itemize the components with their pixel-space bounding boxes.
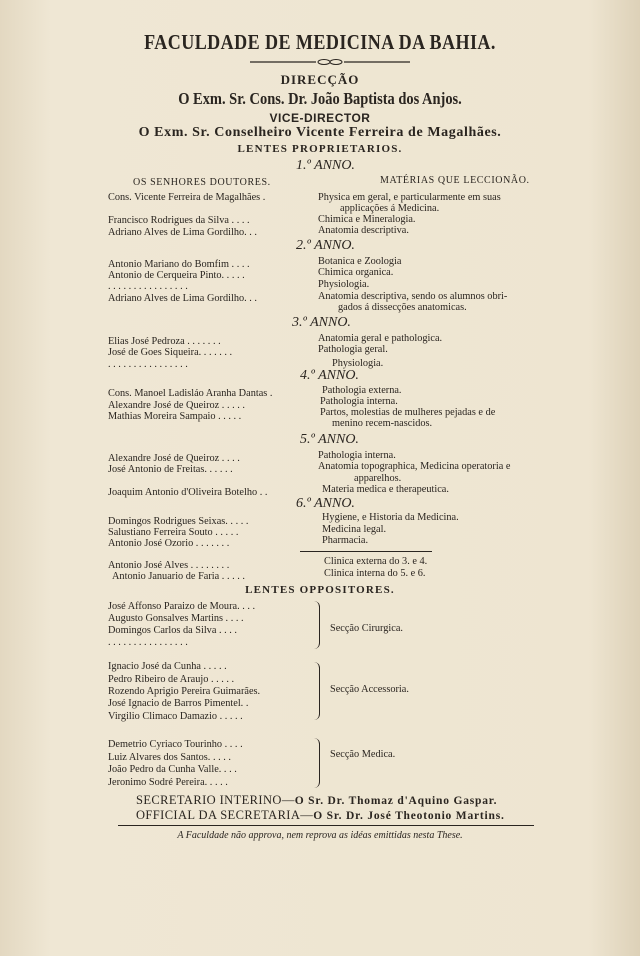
secretario-name: O Sr. Dr. Thomaz d'Aquino Gaspar.: [294, 795, 498, 807]
professor-name: Cons. Manoel Ladisláo Aranha Dantas .: [108, 388, 273, 399]
lentes-proprietarios-heading: LENTES PROPRIETARIOS.: [237, 143, 403, 155]
subject: Chimica organica.: [318, 267, 394, 278]
professor-name: Antonio Januario de Faria . . . . .: [112, 571, 245, 582]
official-line: [136, 808, 505, 823]
professor-name: Antonio José Alves . . . . . . . .: [108, 560, 230, 571]
professor-name: Mathias Moreira Sampaio . . . . .: [108, 411, 242, 422]
direccao-heading: DIRECÇÃO: [280, 72, 360, 87]
oppositor-name: Augusto Gonsalves Martins . . . .: [108, 613, 244, 624]
subject-cont: gados á dissecções anatomicas.: [338, 302, 467, 313]
official-name: O Sr. Dr. José Theotonio Martins.: [313, 810, 505, 822]
ornament-divider: [250, 58, 410, 66]
professor-name: José Antonio de Freitas. . . . . .: [108, 464, 233, 475]
professor-name: Adriano Alves de Lima Gordilho. . .: [108, 227, 257, 238]
subject: Materia medica e therapeutica.: [322, 484, 449, 495]
vacant-dots: . . . . . . . . . . . . . . . .: [108, 359, 188, 370]
subject-cont: applicações á Medicina.: [340, 203, 440, 214]
professor-name: Joaquim Antonio d'Oliveira Botelho . .: [108, 487, 268, 498]
official-label: OFFICIAL DA SECRETARIA—: [136, 808, 314, 822]
subject: Botanica e Zoologia: [318, 256, 402, 267]
subject: Anatomia descriptiva, sendo os alumnos obri-: [318, 291, 508, 302]
oppositor-name: João Pedro da Cunha Valle. . . .: [108, 764, 237, 775]
vice-director-name: O Exm. Sr. Conselheiro Vicente Ferreira de Magalhães.: [138, 125, 502, 140]
brace-bracket: [313, 601, 320, 649]
professor-name: Elias José Pedroza . . . . . . .: [108, 336, 221, 347]
page-title: FACULDADE DE MEDICINA DA BAHIA.: [144, 30, 496, 54]
subject: Physica em geral, e particularmente em suas: [318, 192, 501, 203]
subject: Medicina legal.: [322, 524, 387, 535]
subject: Pathologia geral.: [318, 344, 388, 355]
professor-name: Cons. Vicente Ferreira de Magalhães .: [108, 192, 266, 203]
professor-name: Antonio de Cerqueira Pinto. . . . .: [108, 270, 245, 281]
subject: Clinica interna do 5. e 6.: [324, 568, 426, 579]
brace-bracket: [313, 662, 320, 720]
professor-name: José de Goes Siqueira. . . . . . .: [108, 347, 233, 358]
subject: Clinica externa do 3. e 4.: [324, 556, 428, 567]
footer-rule: [118, 825, 534, 826]
oppositor-name: Jeronimo Sodré Pereira. . . . .: [108, 777, 228, 788]
subject: Pathologia interna.: [320, 396, 398, 407]
divider-rule: [300, 551, 432, 552]
professor-name: Antonio Mariano do Bomfim . . . .: [108, 259, 250, 270]
professor-name: Salustiano Ferreira Souto . . . . .: [108, 527, 239, 538]
subject: Anatomia geral e pathologica.: [318, 333, 443, 344]
column-head-doctors: OS SENHORES DOUTORES.: [133, 177, 271, 188]
subject: Partos, molestias de mulheres pejadas e de: [320, 407, 496, 418]
year-4-heading: 4.º ANNO.: [300, 368, 359, 383]
professor-name: Domingos Rodrigues Seixas. . . . .: [108, 516, 249, 527]
subject: Anatomia descriptiva.: [318, 225, 409, 236]
director-name: O Exm. Sr. Cons. Dr. João Baptista dos Anjos.: [178, 89, 462, 108]
disclaimer-note: A Faculdade não approva, nem reprova as idéas emittidas nesta These.: [177, 830, 463, 841]
subject: Physiologia.: [332, 358, 384, 369]
brace-bracket: [313, 738, 320, 788]
subject-cont: apparelhos.: [354, 473, 402, 484]
subject: Pathologia interna.: [318, 450, 396, 461]
column-head-subjects: MATÉRIAS QUE LECCIONÃO.: [380, 175, 530, 186]
year-5-heading: 5.º ANNO.: [300, 432, 359, 447]
oppositor-name: Luiz Alvares dos Santos. . . . .: [108, 752, 231, 763]
oppositor-name: Demetrio Cyriaco Tourinho . . . .: [108, 739, 243, 750]
year-1-heading: 1.º ANNO.: [296, 158, 355, 173]
vacant-dots: . . . . . . . . . . . . . . . .: [108, 637, 188, 648]
vice-director-label: VICE-DIRECTOR: [269, 111, 371, 125]
oppositor-name: Virgilio Climaco Damazio . . . . .: [108, 711, 243, 722]
oppositor-name: José Ignacio de Barros Pimentel. .: [108, 698, 249, 709]
subject: Physiologia.: [318, 279, 370, 290]
section-label: Secção Cirurgica.: [330, 623, 404, 634]
professor-name: Alexandre José de Queiroz . . . .: [108, 453, 240, 464]
section-label: Secção Medica.: [330, 749, 396, 760]
subject: Hygiene, e Historia da Medicina.: [322, 512, 459, 523]
year-2-heading: 2.º ANNO.: [296, 238, 355, 253]
vacant-dots: . . . . . . . . . . . . . . . .: [108, 281, 188, 292]
secretario-label: SECRETARIO INTERINO—: [136, 793, 295, 807]
subject-cont: menino recem-nascidos.: [332, 418, 433, 429]
oppositor-name: Pedro Ribeiro de Araujo . . . . .: [108, 674, 235, 685]
subject: Pathologia externa.: [322, 385, 402, 396]
professor-name: Alexandre José de Queiroz . . . . .: [108, 400, 245, 411]
professor-name: Francisco Rodrigues da Silva . . . .: [108, 215, 250, 226]
oppositor-name: Ignacio José da Cunha . . . . .: [108, 661, 227, 672]
oppositor-name: José Affonso Paraizo de Moura. . . .: [108, 601, 256, 612]
subject: Anatomia topographica, Medicina operatoria e: [318, 461, 511, 472]
oppositor-name: Rozendo Aprigio Pereira Guimarães.: [108, 686, 261, 697]
section-label: Secção Accessoria.: [330, 684, 409, 695]
professor-name: Antonio José Ozorio . . . . . . .: [108, 538, 230, 549]
oppositor-name: Domingos Carlos da Silva . . . .: [108, 625, 237, 636]
professor-name: Adriano Alves de Lima Gordilho. . .: [108, 293, 257, 304]
subject: Chimica e Mineralogia.: [318, 214, 416, 225]
subject: Pharmacia.: [322, 535, 369, 546]
year-3-heading: 3.º ANNO.: [292, 315, 351, 330]
lentes-oppositores-heading: LENTES OPPOSITORES.: [245, 584, 395, 596]
year-6-heading: 6.º ANNO.: [296, 496, 355, 511]
secretario-line: [136, 793, 497, 808]
